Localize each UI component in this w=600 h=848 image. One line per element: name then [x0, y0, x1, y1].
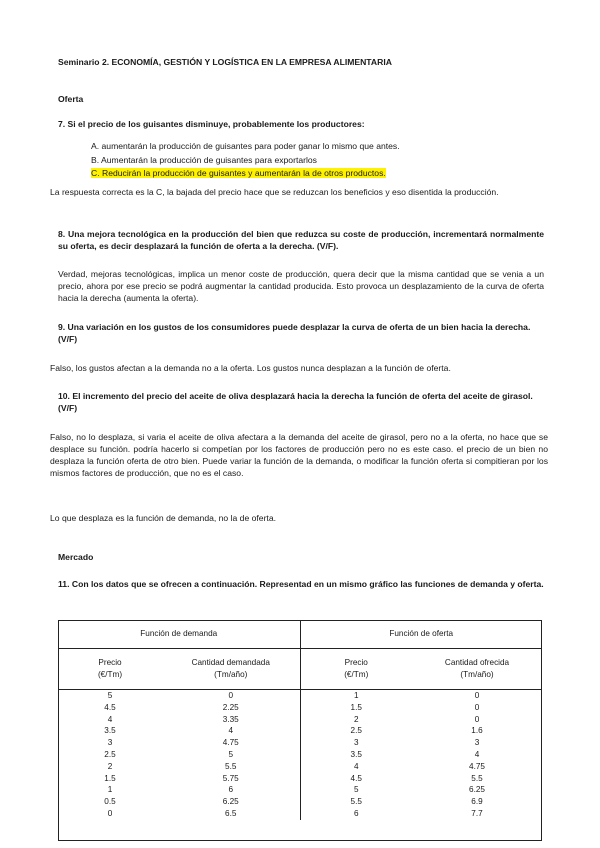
supply-qty-cell: 0 — [474, 714, 480, 724]
table-row — [58, 784, 542, 796]
page-title: Seminario 2. ECONOMÍA, GESTIÓN Y LOGÍSTICA EN LA EMPRESA ALIMENTARIA — [58, 57, 392, 67]
demand-price-cell: 1 — [107, 785, 113, 795]
demand-qty-cell: 5.75 — [222, 773, 239, 783]
table-row — [58, 725, 542, 737]
demand-price-cell: 2 — [107, 761, 113, 771]
table-row — [58, 714, 542, 726]
supply-qty-cell: 3 — [474, 738, 480, 748]
option-a: A. aumentarán la producción de guisantes para poder ganar lo mismo que antes. — [91, 140, 400, 151]
supply-qty-cell: 0 — [474, 691, 480, 700]
supply-price-header: Precio — [300, 649, 412, 670]
supply-price-cell: 4.5 — [300, 773, 412, 785]
supply-price-cell: 1.5 — [300, 702, 412, 714]
demand-price-cell: 4 — [107, 714, 113, 724]
demand-qty-cell: 3.35 — [222, 714, 239, 724]
demand-price-cell: 0.5 — [104, 797, 116, 807]
section-heading-mercado: Mercado — [58, 552, 94, 562]
supply-qty-cell: 4.75 — [469, 761, 485, 771]
question-10: 10. El incremento del precio del aceite de oliva desplazará hacia la derecha la función de oferta del aceite de girasol. (V/F) — [58, 391, 533, 413]
supply-qty-unit: (Tm/año) — [412, 669, 542, 690]
demand-price-header: Precio — [98, 658, 122, 667]
demand-price-cell: 5 — [107, 691, 113, 700]
question-7: 7. Si el precio de los guisantes disminuye, probablemente los productores: — [58, 119, 365, 129]
supply-qty-header: Cantidad ofrecida — [444, 658, 510, 667]
demand-qty-cell: 5 — [228, 749, 234, 759]
demand-price-cell: 0 — [107, 808, 113, 818]
table-row — [58, 737, 542, 749]
question-11: 11. Con los datos que se ofrecen a continuación. Representad en un mismo gráfico las funciones de demanda y oferta. — [58, 579, 544, 589]
section-heading-oferta: Oferta — [58, 94, 84, 104]
note-10: Lo que desplaza es la función de demanda, no la de oferta. — [50, 513, 276, 523]
supply-qty-cell: 0 — [474, 702, 480, 712]
supply-price-cell: 2 — [300, 714, 412, 726]
option-c-highlighted: C. Reducirán la producción de guisantes y aumentarán la de otros productos. — [91, 167, 386, 178]
answer-10: Falso, no lo desplaza, si varia el aceite de oliva afectara a la demanda del aceite de girasol, pero no a la oferta, no hace que se desplace su función. podría hacerlo si competían por los factores de producción pero no es este caso. el precio de un bien no desplaza la función oferta de otro bien. Puede variar la función de la demanda, o modificar la función oferta si compitieran por los mismos factores de producción, que no es el caso. — [50, 432, 548, 478]
demand-qty-cell: 4.75 — [222, 738, 239, 748]
answer-9: Falso, los gustos afectan a la demanda no a la oferta. Los gustos nunca desplazan a la función de oferta. — [50, 363, 451, 373]
demand-qty-cell: 0 — [228, 691, 234, 700]
demand-qty-cell: 2.25 — [222, 702, 239, 712]
table-row — [58, 773, 542, 785]
demand-qty-cell: 4 — [228, 726, 234, 736]
demand-price-cell: 3 — [107, 738, 113, 748]
supply-price-cell: 3 — [300, 737, 412, 749]
table-row — [58, 702, 542, 714]
answer-7: La respuesta correcta es la C, la bajada del precio hace que se reduzcan los beneficios y eso disentida la producción. — [50, 187, 499, 197]
table-row — [58, 808, 542, 820]
demand-qty-unit: (Tm/año) — [162, 669, 300, 690]
question-9: 9. Una variación en los gustos de los consumidores puede desplazar la curva de oferta de un bien hacia la derecha. (V/F) — [58, 322, 531, 344]
supply-qty-cell: 4 — [474, 749, 480, 759]
table-row — [58, 796, 542, 808]
supply-qty-cell: 6.9 — [471, 797, 483, 807]
demand-price-unit: (€/Tm) — [58, 669, 162, 690]
supply-qty-cell: 7.7 — [471, 808, 483, 818]
table-row — [58, 761, 542, 773]
demand-price-cell: 1.5 — [104, 773, 116, 783]
supply-qty-cell: 1.6 — [471, 726, 483, 736]
demand-price-cell: 2.5 — [104, 749, 116, 759]
answer-8: Verdad, mejoras tecnológicas, implica un menor coste de producción, quera decir que la misma cantidad que se venia a un precio, ahora por ese precio se podrá augmentar la cantidad producida. Esto provoca un desplazamiento de la curva de oferta hacia la derecha (aumenta la oferta). — [58, 269, 544, 303]
supply-price-cell: 1 — [300, 690, 412, 702]
supply-price-cell: 5.5 — [300, 796, 412, 808]
supply-demand-table — [58, 620, 542, 820]
supply-qty-cell: 5.5 — [471, 773, 483, 783]
demand-qty-cell: 6 — [228, 785, 234, 795]
demand-title: Función de demanda — [58, 620, 300, 649]
supply-title: Función de oferta — [300, 620, 542, 649]
supply-price-cell: 4 — [300, 761, 412, 773]
table-row — [58, 690, 542, 702]
supply-price-cell: 6 — [300, 808, 412, 820]
option-b: B. Aumentarán la producción de guisantes para exportarlos — [91, 154, 317, 165]
demand-price-cell: 3.5 — [104, 726, 116, 736]
supply-qty-cell: 6.25 — [469, 785, 485, 795]
supply-price-cell: 5 — [300, 784, 412, 796]
table-row — [58, 749, 542, 761]
supply-price-cell: 2.5 — [300, 725, 412, 737]
supply-price-unit: (€/Tm) — [300, 669, 412, 690]
question-8: 8. Una mejora tecnológica en la producción del bien que reduzca su coste de producción, incrementará normalmente su oferta, es decir desplazará la función de oferta a la derecha. (V/F). — [58, 229, 544, 251]
demand-qty-cell: 6.5 — [225, 808, 237, 818]
demand-qty-header: Cantidad demandada — [191, 658, 270, 667]
demand-qty-cell: 5.5 — [225, 761, 237, 771]
supply-price-cell: 3.5 — [300, 749, 412, 761]
demand-price-cell: 4.5 — [104, 702, 116, 712]
demand-qty-cell: 6.25 — [222, 797, 239, 807]
